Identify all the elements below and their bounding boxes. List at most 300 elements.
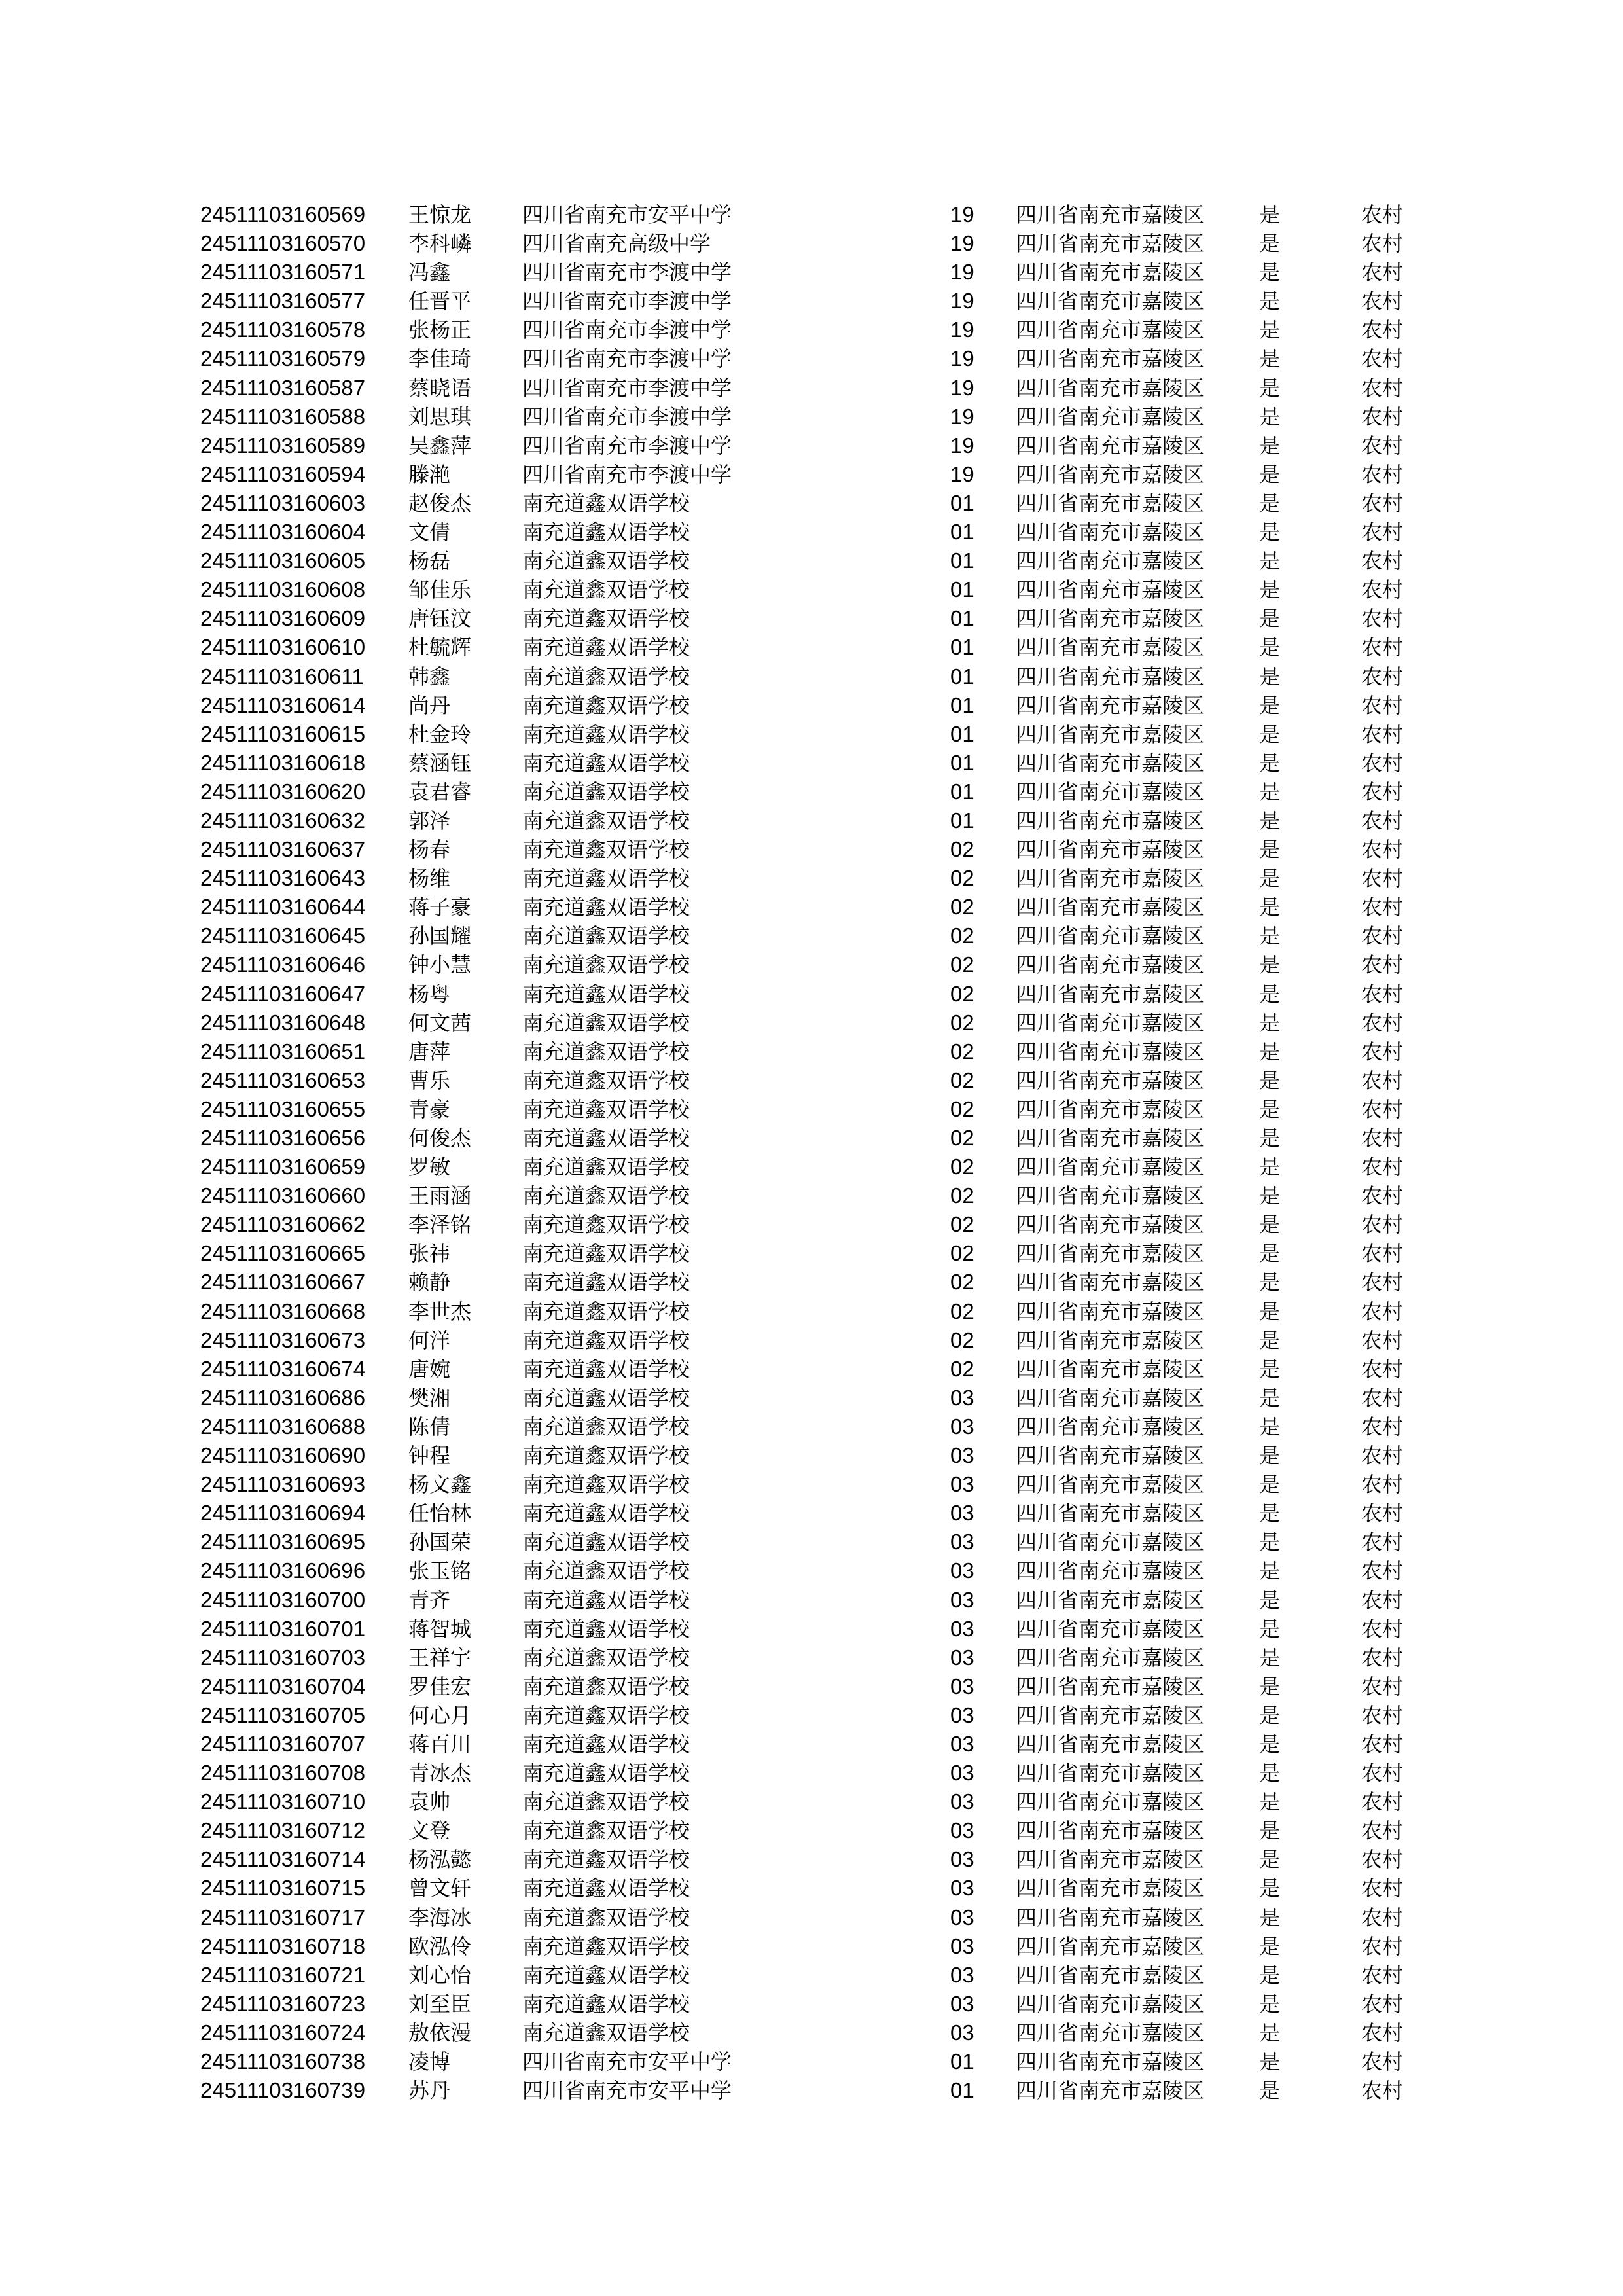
cell-class: 02 xyxy=(950,1270,974,1295)
cell-area: 四川省南充市嘉陵区 xyxy=(1016,1876,1205,1901)
cell-flag: 是 xyxy=(1259,606,1281,632)
cell-type: 农村 xyxy=(1361,1991,1404,2017)
cell-class: 02 xyxy=(950,1356,974,1381)
cell-id: 24511103160738 xyxy=(200,2049,366,2073)
table-row xyxy=(0,1153,1623,1181)
cell-school: 南充道鑫双语学校 xyxy=(522,1905,690,1930)
table-row xyxy=(0,1816,1623,1845)
cell-type: 农村 xyxy=(1361,1818,1404,1844)
cell-id: 24511103160701 xyxy=(200,1616,366,1641)
student-list-table xyxy=(0,200,1623,2105)
table-row xyxy=(0,864,1623,893)
table-row xyxy=(0,604,1623,633)
cell-name: 蔡涵钰 xyxy=(408,750,472,776)
table-row xyxy=(0,1615,1623,1643)
cell-area: 四川省南充市嘉陵区 xyxy=(1016,317,1205,343)
cell-school: 南充道鑫双语学校 xyxy=(522,866,690,891)
cell-name: 文登 xyxy=(408,1818,451,1844)
cell-school: 南充道鑫双语学校 xyxy=(522,1991,690,2017)
cell-area: 四川省南充市嘉陵区 xyxy=(1016,490,1205,516)
table-row xyxy=(0,1066,1623,1095)
cell-flag: 是 xyxy=(1259,1067,1281,1093)
cell-school: 南充道鑫双语学校 xyxy=(522,490,690,516)
cell-type: 农村 xyxy=(1361,1558,1404,1584)
cell-flag: 是 xyxy=(1259,490,1281,516)
cell-class: 03 xyxy=(950,1905,974,1929)
table-row xyxy=(0,1412,1623,1441)
cell-type: 农村 xyxy=(1361,1010,1404,1035)
cell-flag: 是 xyxy=(1259,866,1281,891)
cell-id: 24511103160645 xyxy=(200,924,366,948)
cell-id: 24511103160655 xyxy=(200,1096,366,1121)
cell-class: 02 xyxy=(950,837,974,862)
table-row xyxy=(0,547,1623,575)
cell-class: 03 xyxy=(950,1645,974,1670)
cell-class: 03 xyxy=(950,1702,974,1727)
cell-flag: 是 xyxy=(1259,1905,1281,1930)
cell-class: 03 xyxy=(950,1847,974,1872)
cell-area: 四川省南充市嘉陵区 xyxy=(1016,1645,1205,1670)
cell-name: 唐婉 xyxy=(408,1356,451,1382)
table-row xyxy=(0,1499,1623,1528)
cell-class: 02 xyxy=(950,1010,974,1035)
cell-flag: 是 xyxy=(1259,1126,1281,1151)
cell-school: 四川省南充市安平中学 xyxy=(522,2078,732,2104)
cell-class: 02 xyxy=(950,1183,974,1208)
cell-type: 农村 xyxy=(1361,461,1404,487)
table-row xyxy=(0,835,1623,864)
cell-area: 四川省南充市嘉陵区 xyxy=(1016,1126,1205,1151)
cell-class: 03 xyxy=(950,1530,974,1554)
cell-school: 南充道鑫双语学校 xyxy=(522,2020,690,2045)
cell-school: 四川省南充市安平中学 xyxy=(522,2049,732,2074)
cell-flag: 是 xyxy=(1259,1876,1281,1901)
cell-flag: 是 xyxy=(1259,692,1281,718)
cell-id: 24511103160690 xyxy=(200,1443,366,1468)
cell-school: 南充道鑫双语学校 xyxy=(522,1067,690,1093)
cell-type: 农村 xyxy=(1361,1587,1404,1613)
cell-type: 农村 xyxy=(1361,1702,1404,1728)
cell-area: 四川省南充市嘉陵区 xyxy=(1016,289,1205,314)
cell-id: 24511103160610 xyxy=(200,635,366,660)
cell-flag: 是 xyxy=(1259,375,1281,401)
cell-name: 钟程 xyxy=(408,1443,451,1469)
cell-type: 农村 xyxy=(1361,952,1404,978)
cell-type: 农村 xyxy=(1361,1126,1404,1151)
cell-flag: 是 xyxy=(1259,231,1281,257)
cell-id: 24511103160579 xyxy=(200,346,366,371)
cell-school: 南充道鑫双语学校 xyxy=(522,1039,690,1064)
cell-flag: 是 xyxy=(1259,1443,1281,1469)
cell-class: 03 xyxy=(950,1472,974,1497)
cell-area: 四川省南充市嘉陵区 xyxy=(1016,1212,1205,1238)
table-row xyxy=(0,1556,1623,1585)
cell-school: 南充道鑫双语学校 xyxy=(522,1096,690,1122)
cell-school: 南充道鑫双语学校 xyxy=(522,1356,690,1382)
cell-id: 24511103160696 xyxy=(200,1558,366,1583)
cell-id: 24511103160662 xyxy=(200,1212,366,1237)
table-row xyxy=(0,2076,1623,2105)
table-row xyxy=(0,344,1623,373)
cell-name: 杜毓辉 xyxy=(408,635,472,660)
cell-id: 24511103160695 xyxy=(200,1530,366,1554)
cell-flag: 是 xyxy=(1259,1702,1281,1728)
cell-area: 四川省南充市嘉陵区 xyxy=(1016,981,1205,1007)
cell-name: 邹佳乐 xyxy=(408,577,472,603)
cell-id: 24511103160723 xyxy=(200,1991,366,2016)
cell-type: 农村 xyxy=(1361,404,1404,429)
cell-class: 01 xyxy=(950,2049,974,2073)
cell-name: 李佳琦 xyxy=(408,346,472,372)
table-row xyxy=(0,1297,1623,1326)
cell-school: 四川省南充市李渡中学 xyxy=(522,404,732,429)
cell-school: 南充道鑫双语学校 xyxy=(522,664,690,689)
table-row xyxy=(0,1268,1623,1297)
cell-name: 蔡晓语 xyxy=(408,375,472,401)
table-row xyxy=(0,1874,1623,1903)
cell-type: 农村 xyxy=(1361,981,1404,1007)
cell-school: 南充道鑫双语学校 xyxy=(522,1645,690,1670)
cell-school: 南充道鑫双语学校 xyxy=(522,548,690,574)
cell-school: 南充道鑫双语学校 xyxy=(522,1558,690,1584)
table-row xyxy=(0,720,1623,749)
cell-id: 24511103160603 xyxy=(200,490,366,515)
table-row xyxy=(0,1586,1623,1615)
cell-flag: 是 xyxy=(1259,2049,1281,2074)
cell-name: 钟小慧 xyxy=(408,952,472,978)
cell-area: 四川省南充市嘉陵区 xyxy=(1016,2020,1205,2045)
cell-flag: 是 xyxy=(1259,1299,1281,1324)
cell-name: 杜金玲 xyxy=(408,721,472,747)
cell-name: 王雨涵 xyxy=(408,1183,472,1209)
cell-class: 02 xyxy=(950,1039,974,1064)
cell-area: 四川省南充市嘉陵区 xyxy=(1016,1991,1205,2017)
cell-id: 24511103160700 xyxy=(200,1587,366,1612)
cell-type: 农村 xyxy=(1361,866,1404,891)
cell-class: 19 xyxy=(950,260,974,285)
table-row xyxy=(0,1095,1623,1124)
cell-id: 24511103160637 xyxy=(200,837,366,862)
cell-type: 农村 xyxy=(1361,490,1404,516)
cell-type: 农村 xyxy=(1361,1241,1404,1266)
table-row xyxy=(0,518,1623,547)
cell-area: 四川省南充市嘉陵区 xyxy=(1016,692,1205,718)
cell-area: 四川省南充市嘉陵区 xyxy=(1016,433,1205,458)
cell-area: 四川省南充市嘉陵区 xyxy=(1016,1010,1205,1035)
cell-id: 24511103160578 xyxy=(200,317,366,342)
table-row xyxy=(0,1124,1623,1153)
cell-name: 李科嶙 xyxy=(408,231,472,257)
cell-area: 四川省南充市嘉陵区 xyxy=(1016,1067,1205,1093)
cell-flag: 是 xyxy=(1259,808,1281,833)
cell-type: 农村 xyxy=(1361,317,1404,343)
cell-name: 袁帅 xyxy=(408,1789,451,1815)
table-row xyxy=(0,691,1623,720)
cell-name: 罗敏 xyxy=(408,1155,451,1180)
cell-school: 南充道鑫双语学校 xyxy=(522,1818,690,1844)
cell-id: 24511103160721 xyxy=(200,1962,366,1987)
cell-area: 四川省南充市嘉陵区 xyxy=(1016,721,1205,747)
cell-id: 24511103160665 xyxy=(200,1241,366,1266)
table-row xyxy=(0,315,1623,344)
cell-type: 农村 xyxy=(1361,1067,1404,1093)
cell-flag: 是 xyxy=(1259,1096,1281,1122)
table-row xyxy=(0,431,1623,460)
cell-type: 农村 xyxy=(1361,1674,1404,1699)
cell-class: 01 xyxy=(950,548,974,573)
cell-school: 南充道鑫双语学校 xyxy=(522,606,690,632)
cell-flag: 是 xyxy=(1259,1933,1281,1959)
cell-flag: 是 xyxy=(1259,404,1281,429)
cell-id: 24511103160710 xyxy=(200,1789,366,1814)
cell-type: 农村 xyxy=(1361,1183,1404,1209)
cell-id: 24511103160646 xyxy=(200,952,366,977)
cell-class: 03 xyxy=(950,1789,974,1814)
cell-school: 南充道鑫双语学校 xyxy=(522,1933,690,1959)
table-row xyxy=(0,200,1623,229)
cell-school: 四川省南充高级中学 xyxy=(522,231,711,257)
cell-type: 农村 xyxy=(1361,1616,1404,1641)
cell-id: 24511103160588 xyxy=(200,404,366,429)
cell-class: 03 xyxy=(950,1761,974,1785)
cell-class: 03 xyxy=(950,1616,974,1641)
table-row xyxy=(0,287,1623,315)
cell-id: 24511103160714 xyxy=(200,1847,366,1872)
cell-area: 四川省南充市嘉陵区 xyxy=(1016,2078,1205,2104)
cell-name: 刘至臣 xyxy=(408,1991,472,2017)
cell-school: 四川省南充市安平中学 xyxy=(522,202,732,227)
cell-class: 03 xyxy=(950,1674,974,1698)
cell-id: 24511103160570 xyxy=(200,231,366,256)
cell-school: 四川省南充市李渡中学 xyxy=(522,289,732,314)
cell-type: 农村 xyxy=(1361,1501,1404,1526)
cell-id: 24511103160724 xyxy=(200,2020,366,2045)
cell-name: 凌博 xyxy=(408,2049,451,2074)
cell-type: 农村 xyxy=(1361,1761,1404,1786)
table-row xyxy=(0,1239,1623,1268)
cell-id: 24511103160693 xyxy=(200,1472,366,1497)
cell-id: 24511103160647 xyxy=(200,981,366,1006)
cell-id: 24511103160569 xyxy=(200,202,366,226)
cell-name: 吴鑫萍 xyxy=(408,433,472,458)
cell-school: 南充道鑫双语学校 xyxy=(522,1587,690,1613)
cell-id: 24511103160605 xyxy=(200,548,366,573)
cell-area: 四川省南充市嘉陵区 xyxy=(1016,1558,1205,1584)
cell-flag: 是 xyxy=(1259,1818,1281,1844)
table-row xyxy=(0,662,1623,691)
cell-area: 四川省南充市嘉陵区 xyxy=(1016,260,1205,285)
table-row xyxy=(0,1528,1623,1556)
cell-name: 欧泓伶 xyxy=(408,1933,472,1959)
cell-name: 杨泓懿 xyxy=(408,1847,472,1873)
cell-class: 02 xyxy=(950,924,974,948)
cell-area: 四川省南充市嘉陵区 xyxy=(1016,1933,1205,1959)
cell-school: 南充道鑫双语学校 xyxy=(522,1010,690,1035)
cell-id: 24511103160707 xyxy=(200,1731,366,1756)
cell-class: 19 xyxy=(950,404,974,429)
cell-school: 南充道鑫双语学校 xyxy=(522,1962,690,1988)
cell-area: 四川省南充市嘉陵区 xyxy=(1016,1789,1205,1815)
cell-type: 农村 xyxy=(1361,1876,1404,1901)
cell-name: 尚丹 xyxy=(408,692,451,718)
cell-flag: 是 xyxy=(1259,577,1281,603)
cell-type: 农村 xyxy=(1361,606,1404,632)
table-row xyxy=(0,258,1623,287)
cell-class: 03 xyxy=(950,1558,974,1583)
cell-name: 唐钰汶 xyxy=(408,606,472,632)
cell-area: 四川省南充市嘉陵区 xyxy=(1016,548,1205,574)
cell-name: 何心月 xyxy=(408,1702,472,1728)
cell-school: 南充道鑫双语学校 xyxy=(522,1241,690,1266)
cell-type: 农村 xyxy=(1361,1385,1404,1410)
cell-name: 青齐 xyxy=(408,1587,451,1613)
cell-id: 24511103160718 xyxy=(200,1933,366,1958)
cell-type: 农村 xyxy=(1361,779,1404,804)
table-row xyxy=(0,2018,1623,2047)
cell-class: 02 xyxy=(950,1299,974,1323)
cell-area: 四川省南充市嘉陵区 xyxy=(1016,1818,1205,1844)
cell-name: 张玉铭 xyxy=(408,1558,472,1584)
cell-area: 四川省南充市嘉陵区 xyxy=(1016,461,1205,487)
cell-type: 农村 xyxy=(1361,1933,1404,1959)
cell-name: 何文茜 xyxy=(408,1010,472,1035)
table-row xyxy=(0,1326,1623,1355)
cell-school: 南充道鑫双语学校 xyxy=(522,692,690,718)
cell-area: 四川省南充市嘉陵区 xyxy=(1016,1443,1205,1469)
cell-id: 24511103160703 xyxy=(200,1645,366,1670)
cell-school: 南充道鑫双语学校 xyxy=(522,1789,690,1815)
cell-name: 王惊龙 xyxy=(408,202,472,227)
cell-area: 四川省南充市嘉陵区 xyxy=(1016,1385,1205,1410)
cell-flag: 是 xyxy=(1259,1010,1281,1035)
cell-type: 农村 xyxy=(1361,577,1404,603)
cell-school: 南充道鑫双语学校 xyxy=(522,1530,690,1555)
table-row xyxy=(0,460,1623,489)
cell-name: 罗佳宏 xyxy=(408,1674,472,1699)
table-row xyxy=(0,1845,1623,1874)
cell-type: 农村 xyxy=(1361,1530,1404,1555)
cell-type: 农村 xyxy=(1361,1731,1404,1757)
cell-flag: 是 xyxy=(1259,1616,1281,1641)
cell-id: 24511103160673 xyxy=(200,1327,366,1352)
cell-flag: 是 xyxy=(1259,837,1281,863)
cell-id: 24511103160659 xyxy=(200,1155,366,1179)
cell-id: 24511103160717 xyxy=(200,1905,366,1929)
cell-area: 四川省南充市嘉陵区 xyxy=(1016,1356,1205,1382)
cell-flag: 是 xyxy=(1259,1991,1281,2017)
cell-name: 曾文轩 xyxy=(408,1876,472,1901)
cell-id: 24511103160614 xyxy=(200,692,366,717)
cell-name: 何俊杰 xyxy=(408,1126,472,1151)
cell-name: 张杨正 xyxy=(408,317,472,343)
cell-school: 南充道鑫双语学校 xyxy=(522,981,690,1007)
cell-school: 南充道鑫双语学校 xyxy=(522,1183,690,1209)
cell-type: 农村 xyxy=(1361,1789,1404,1815)
cell-school: 南充道鑫双语学校 xyxy=(522,1414,690,1439)
cell-id: 24511103160577 xyxy=(200,289,366,314)
cell-class: 03 xyxy=(950,1933,974,1958)
table-row xyxy=(0,749,1623,778)
cell-area: 四川省南充市嘉陵区 xyxy=(1016,1096,1205,1122)
cell-id: 24511103160604 xyxy=(200,520,366,545)
cell-area: 四川省南充市嘉陵区 xyxy=(1016,606,1205,632)
table-row xyxy=(0,1932,1623,1961)
table-row xyxy=(0,1701,1623,1730)
cell-name: 青冰杰 xyxy=(408,1761,472,1786)
cell-id: 24511103160611 xyxy=(200,664,364,689)
cell-school: 南充道鑫双语学校 xyxy=(522,1155,690,1180)
cell-id: 24511103160589 xyxy=(200,433,366,457)
cell-type: 农村 xyxy=(1361,260,1404,285)
cell-class: 02 xyxy=(950,1327,974,1352)
cell-flag: 是 xyxy=(1259,548,1281,574)
cell-school: 南充道鑫双语学校 xyxy=(522,635,690,660)
cell-name: 蒋智城 xyxy=(408,1616,472,1641)
cell-area: 四川省南充市嘉陵区 xyxy=(1016,837,1205,863)
cell-area: 四川省南充市嘉陵区 xyxy=(1016,346,1205,372)
cell-class: 01 xyxy=(950,692,974,717)
cell-school: 南充道鑫双语学校 xyxy=(522,1876,690,1901)
cell-class: 03 xyxy=(950,1587,974,1612)
cell-type: 农村 xyxy=(1361,289,1404,314)
table-row xyxy=(0,229,1623,258)
table-row xyxy=(0,922,1623,950)
cell-class: 19 xyxy=(950,289,974,314)
cell-area: 四川省南充市嘉陵区 xyxy=(1016,231,1205,257)
cell-flag: 是 xyxy=(1259,1674,1281,1699)
cell-flag: 是 xyxy=(1259,635,1281,660)
cell-flag: 是 xyxy=(1259,1962,1281,1988)
cell-area: 四川省南充市嘉陵区 xyxy=(1016,664,1205,689)
cell-class: 01 xyxy=(950,664,974,689)
cell-area: 四川省南充市嘉陵区 xyxy=(1016,1616,1205,1641)
cell-type: 农村 xyxy=(1361,433,1404,458)
cell-id: 24511103160571 xyxy=(200,260,366,285)
cell-school: 南充道鑫双语学校 xyxy=(522,1327,690,1353)
table-row xyxy=(0,1961,1623,1990)
cell-flag: 是 xyxy=(1259,1645,1281,1670)
cell-flag: 是 xyxy=(1259,520,1281,545)
cell-class: 01 xyxy=(950,779,974,804)
cell-class: 01 xyxy=(950,635,974,660)
cell-flag: 是 xyxy=(1259,260,1281,285)
cell-name: 张祎 xyxy=(408,1241,451,1266)
cell-area: 四川省南充市嘉陵区 xyxy=(1016,895,1205,920)
cell-school: 南充道鑫双语学校 xyxy=(522,1616,690,1641)
cell-id: 24511103160643 xyxy=(200,866,366,891)
cell-area: 四川省南充市嘉陵区 xyxy=(1016,635,1205,660)
cell-area: 四川省南充市嘉陵区 xyxy=(1016,202,1205,227)
cell-area: 四川省南充市嘉陵区 xyxy=(1016,1761,1205,1786)
cell-school: 南充道鑫双语学校 xyxy=(522,1472,690,1498)
cell-type: 农村 xyxy=(1361,1039,1404,1064)
cell-flag: 是 xyxy=(1259,1501,1281,1526)
table-row xyxy=(0,1210,1623,1239)
table-row xyxy=(0,1181,1623,1210)
cell-school: 南充道鑫双语学校 xyxy=(522,1501,690,1526)
cell-type: 农村 xyxy=(1361,1645,1404,1670)
cell-name: 曹乐 xyxy=(408,1067,451,1093)
cell-flag: 是 xyxy=(1259,952,1281,978)
cell-name: 赖静 xyxy=(408,1270,451,1295)
cell-area: 四川省南充市嘉陵区 xyxy=(1016,1501,1205,1526)
table-row xyxy=(0,1730,1623,1759)
cell-area: 四川省南充市嘉陵区 xyxy=(1016,1155,1205,1180)
cell-flag: 是 xyxy=(1259,924,1281,949)
cell-name: 唐萍 xyxy=(408,1039,451,1064)
cell-name: 蒋百川 xyxy=(408,1731,472,1757)
table-row xyxy=(0,575,1623,604)
